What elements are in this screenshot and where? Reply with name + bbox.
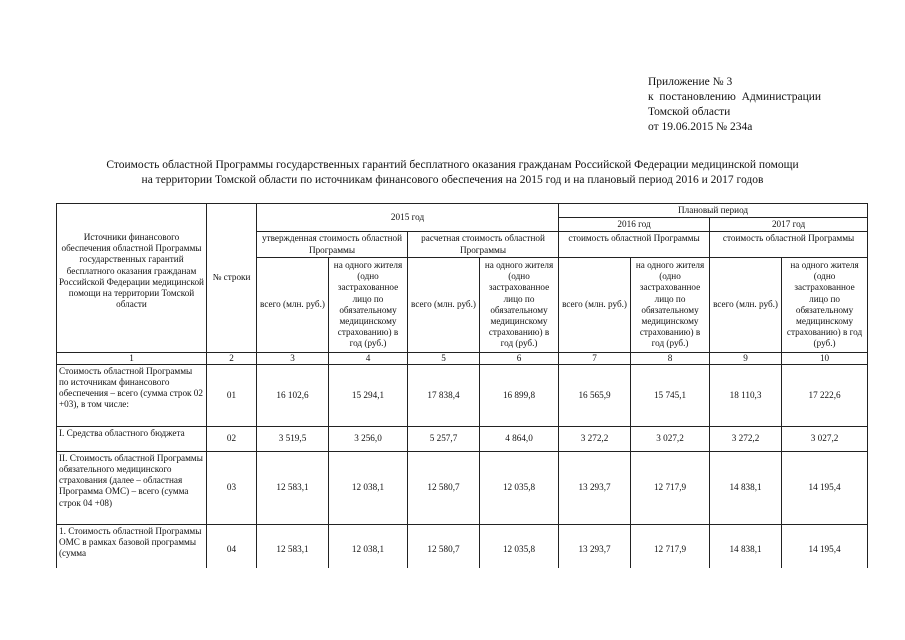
header-approved-cost: утвержденная стоимость областной Программы (257, 232, 408, 257)
cell-value: 12 583,1 (257, 451, 329, 524)
header-cost-2016: стоимость областной Программы (559, 232, 710, 257)
cell-value: 12 038,1 (329, 451, 408, 524)
header-2015: 2015 год (257, 204, 559, 232)
cell-value: 4 864,0 (480, 426, 559, 451)
header-2016: 2016 год (559, 218, 710, 232)
row-number: 04 (207, 524, 257, 574)
cell-value: 3 027,2 (782, 426, 868, 451)
table-row (57, 426, 868, 451)
cell-value: 16 102,6 (257, 364, 329, 426)
header-per-capita: на одного жителя (одно застрахованное лицо по обязательному медицинскому страхованию) в год (руб.) (631, 257, 710, 352)
header-per-capita: на одного жителя (одно застрахованное лицо по обязательному медицинскому страхованию) в год (руб.) (480, 257, 559, 352)
cell-value: 3 272,2 (559, 426, 631, 451)
table-row (57, 364, 868, 426)
column-number: 2 (207, 352, 257, 364)
cell-value: 5 257,7 (408, 426, 480, 451)
page-cut-off (0, 568, 905, 640)
appendix-line: Приложение № 3 (648, 76, 733, 88)
cell-value: 13 293,7 (559, 451, 631, 524)
title-line: на территории Томской области по источникам финансового обеспечения на 2015 год и на плановый период 2016 и 2017 годов (141, 174, 764, 186)
cell-value: 12 583,1 (257, 524, 329, 574)
cell-value: 3 519,5 (257, 426, 329, 451)
cell-value: 14 838,1 (710, 451, 782, 524)
cell-value: 12 035,8 (480, 524, 559, 574)
cell-value: 12 038,1 (329, 524, 408, 574)
row-number: 03 (207, 451, 257, 524)
row-label: Стоимость областной Программы по источникам финансового обеспечения – всего (сумма строк 02 +03), в том числе: (57, 364, 207, 426)
header-total: всего (млн. руб.) (257, 257, 329, 352)
cell-value: 17 838,4 (408, 364, 480, 426)
column-number: 3 (257, 352, 329, 364)
cell-value: 12 717,9 (631, 524, 710, 574)
document-title (30, 158, 875, 188)
cell-value: 15 745,1 (631, 364, 710, 426)
column-number: 1 (57, 352, 207, 364)
column-number: 8 (631, 352, 710, 364)
table-row (57, 524, 868, 574)
cell-value: 12 035,8 (480, 451, 559, 524)
header-source-column: Источники финансового обеспечения областной Программы государственных гарантий бесплатного оказания гражданам Российской Федерации медицинской помощи на территории Томской области (57, 204, 207, 353)
header-per-capita: на одного жителя (одно застрахованное лицо по обязательному медицинскому страхованию) в год (руб.) (782, 257, 868, 352)
table-row (57, 451, 868, 524)
cell-value: 3 272,2 (710, 426, 782, 451)
row-number: 01 (207, 364, 257, 426)
cell-value: 15 294,1 (329, 364, 408, 426)
cell-value: 17 222,6 (782, 364, 868, 426)
header-total: всего (млн. руб.) (408, 257, 480, 352)
header-per-capita: на одного жителя (одно застрахованное лицо по обязательному медицинскому страхованию) в год (руб.) (329, 257, 408, 352)
column-number: 10 (782, 352, 868, 364)
column-number: 6 (480, 352, 559, 364)
cell-value: 12 717,9 (631, 451, 710, 524)
cell-value: 18 110,3 (710, 364, 782, 426)
row-number: 02 (207, 426, 257, 451)
cell-value: 14 195,4 (782, 524, 868, 574)
column-number: 9 (710, 352, 782, 364)
appendix-line: Томской области (648, 106, 731, 118)
header-cost-2017: стоимость областной Программы (710, 232, 868, 257)
header-planned-period: Плановый период (559, 204, 868, 218)
header-total: всего (млн. руб.) (559, 257, 631, 352)
cost-table (56, 203, 868, 575)
column-number: 7 (559, 352, 631, 364)
cell-value: 16 899,8 (480, 364, 559, 426)
header-2017: 2017 год (710, 218, 868, 232)
cell-value: 12 580,7 (408, 524, 480, 574)
row-label: 1. Стоимость областной Программы ОМС в рамках базовой программы (сумма (57, 524, 207, 574)
appendix-line: к постановлению Администрации (648, 91, 822, 103)
header-estimated-cost: расчетная стоимость областной Программы (408, 232, 559, 257)
column-number: 4 (329, 352, 408, 364)
cell-value: 13 293,7 (559, 524, 631, 574)
row-label: I. Средства областного бюджета (57, 426, 207, 451)
column-number: 5 (408, 352, 480, 364)
appendix-line: от 19.06.2015 № 234а (648, 121, 753, 133)
cell-value: 14 195,4 (782, 451, 868, 524)
cell-value: 3 256,0 (329, 426, 408, 451)
cell-value: 16 565,9 (559, 364, 631, 426)
cell-value: 3 027,2 (631, 426, 710, 451)
appendix-block (648, 75, 821, 135)
row-label: II. Стоимость областной Программы обязательного медицинского страхования (далее – областная Программа ОМС) – всего (сумма строк 04 +08) (57, 451, 207, 524)
cell-value: 12 580,7 (408, 451, 480, 524)
title-line: Стоимость областной Программы государственных гарантий бесплатного оказания гражданам Российской Федерации медицинской помощи (106, 159, 799, 171)
cell-value: 14 838,1 (710, 524, 782, 574)
header-row-number: № строки (207, 204, 257, 353)
header-total: всего (млн. руб.) (710, 257, 782, 352)
